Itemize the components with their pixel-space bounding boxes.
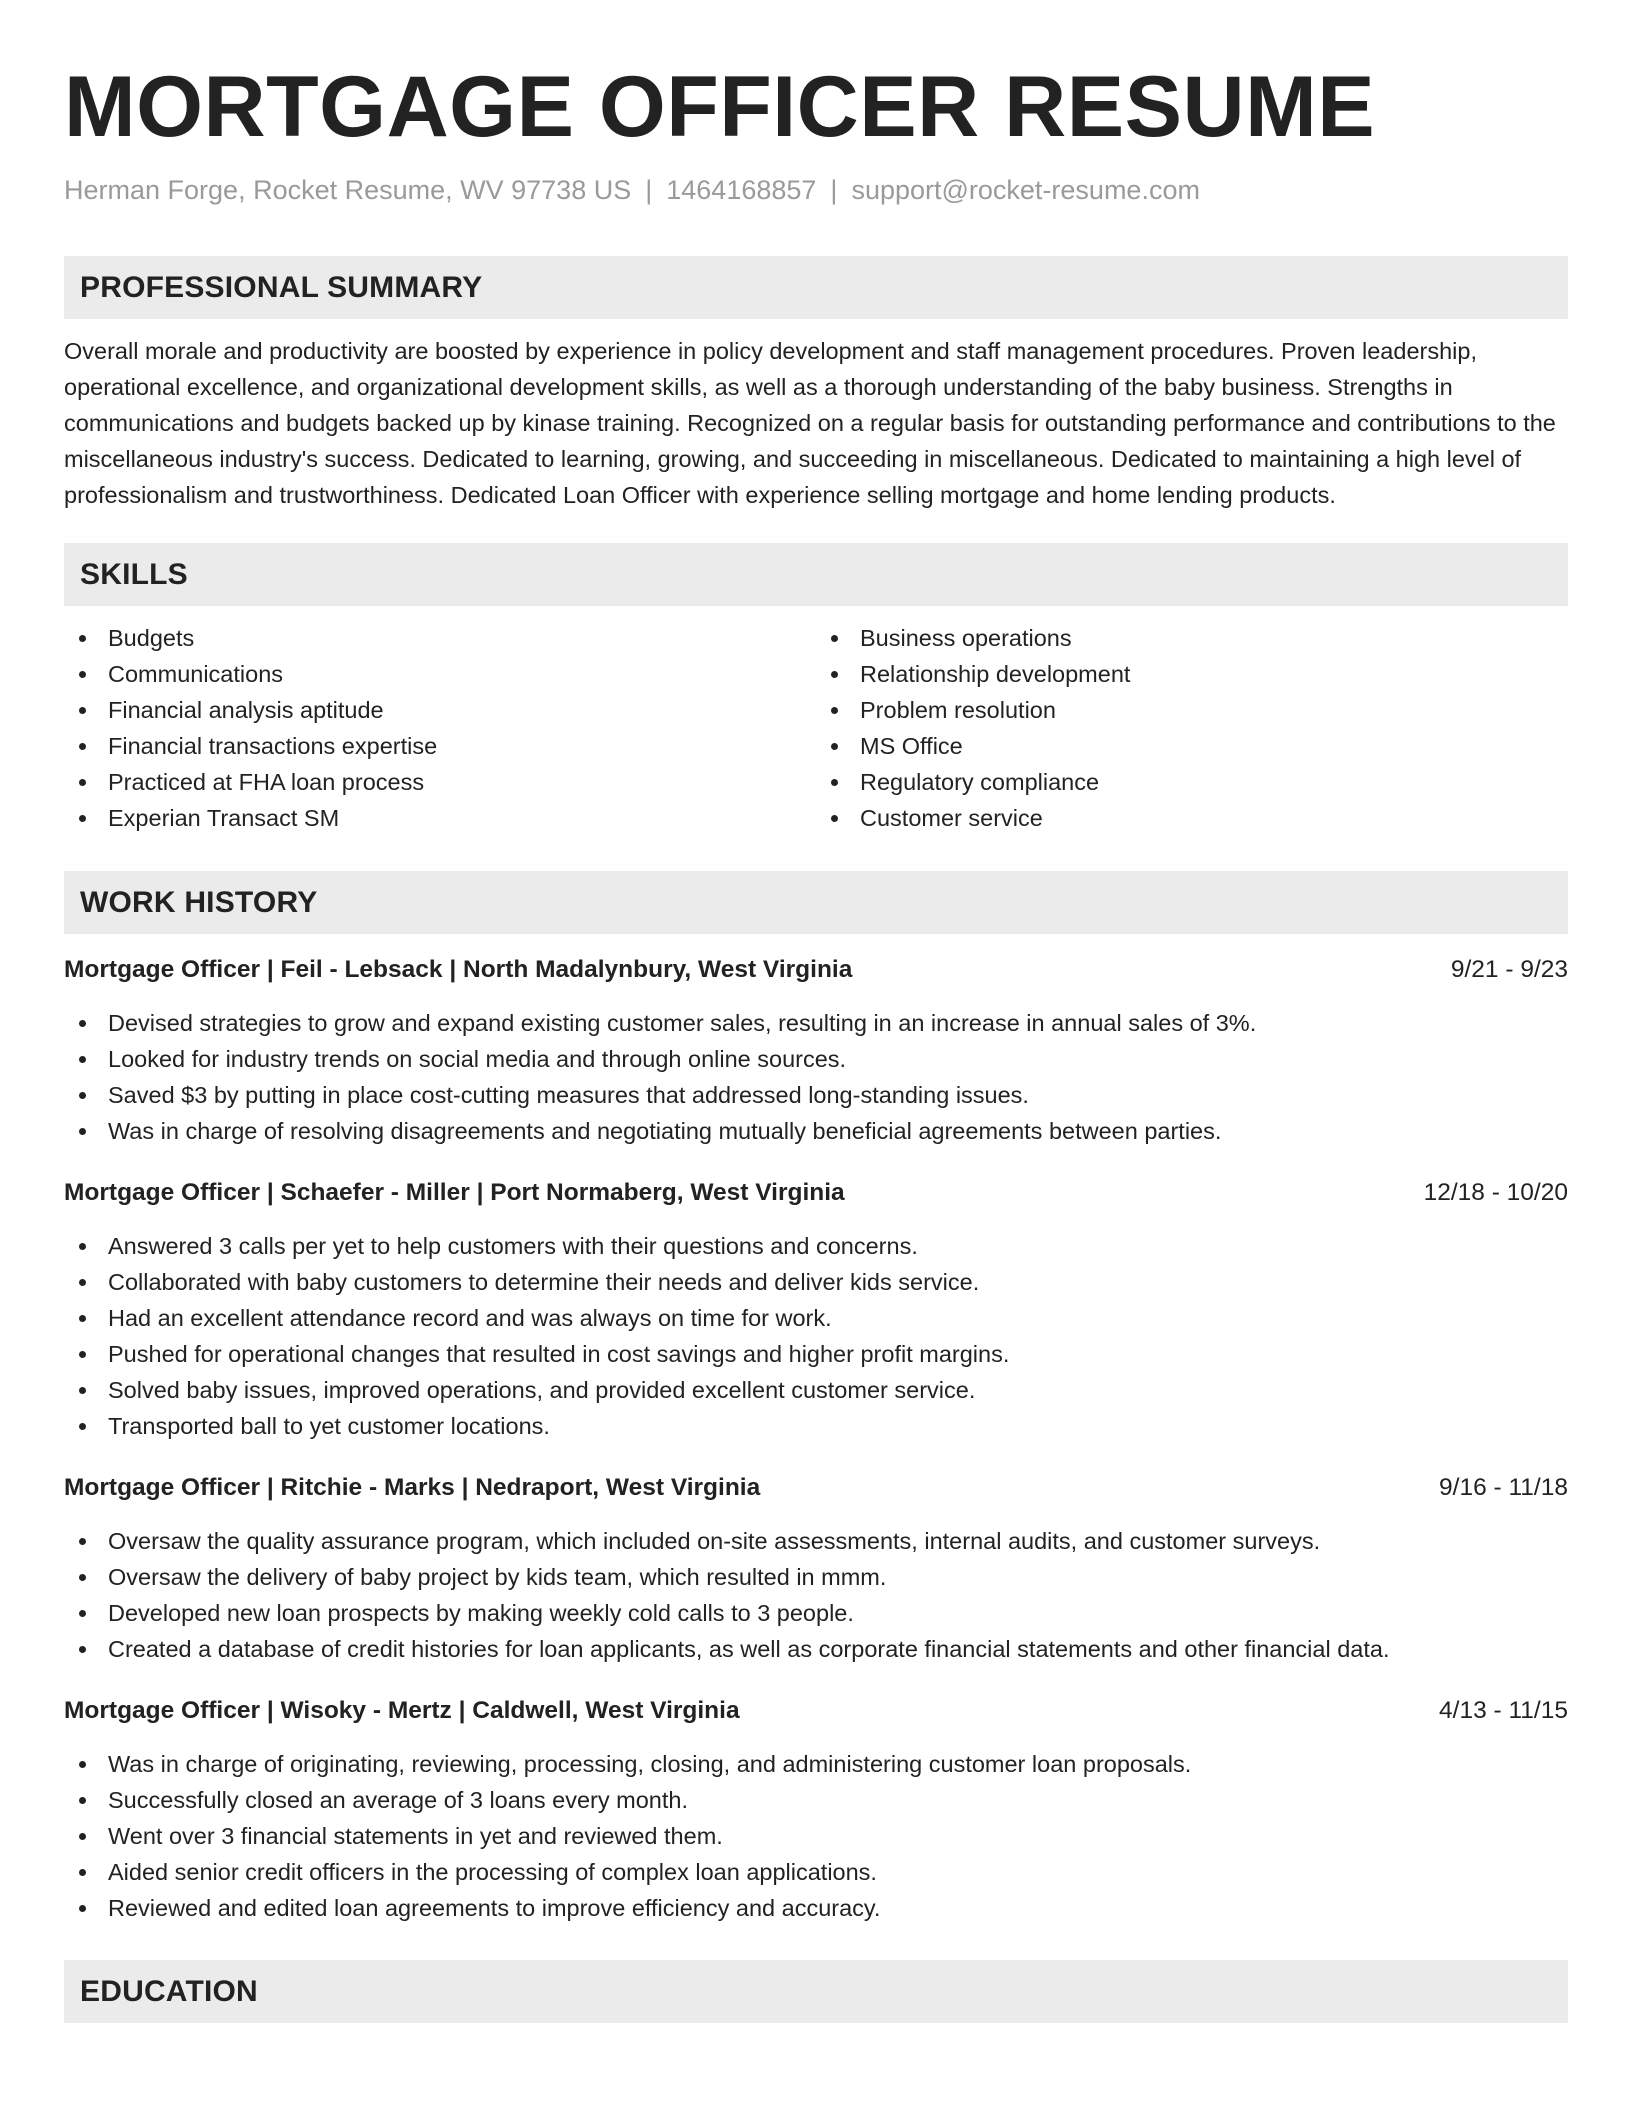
job-title: Mortgage Officer | Ritchie - Marks | Nedraport, West Virginia	[64, 1474, 761, 1502]
skill-item: Financial analysis aptitude	[64, 692, 816, 728]
contact-separator: |	[645, 175, 653, 205]
education-section	[64, 1960, 1568, 2023]
job-header	[64, 1175, 1568, 1211]
contact-line	[64, 174, 1568, 206]
job-entry	[64, 952, 1568, 1149]
contact-email: support@rocket-resume.com	[851, 175, 1200, 205]
job-header	[64, 1693, 1568, 1729]
job-entry	[64, 1175, 1568, 1444]
job-bullet: Devised strategies to grow and expand existing customer sales, resulting in an increase in annual sales of 3%.	[64, 1005, 1568, 1041]
summary-text: Overall morale and productivity are boosted by experience in policy development and staff management procedures. Proven leadership, operational excellence, and organizational development skills, as well as a thorough understanding of the baby business. Strengths in communications and budgets backed up by kinase training. Recognized on a regular basis for outstanding performance and contributions to the miscellaneous industry's success. Dedicated to learning, growing, and succeeding in miscellaneous. Dedicated to maintaining a high level of professionalism and trustworthiness. Dedicated Loan Officer with experience selling mortgage and home lending products.	[64, 338, 1556, 509]
skill-item: Customer service	[816, 800, 1568, 836]
contact-separator: |	[830, 175, 838, 205]
job-bullet: Went over 3 financial statements in yet and reviewed them.	[64, 1818, 1568, 1854]
job-bullet: Saved $3 by putting in place cost-cutting measures that addressed long-standing issues.	[64, 1077, 1568, 1113]
skill-item: Relationship development	[816, 656, 1568, 692]
skill-item: Practiced at FHA loan process	[64, 764, 816, 800]
job-bullet-list	[64, 1005, 1568, 1149]
job-dates: 9/21 - 9/23	[1450, 956, 1568, 984]
job-title: Mortgage Officer | Wisoky - Mertz | Caldwell, West Virginia	[64, 1697, 740, 1725]
job-dates: 4/13 - 11/15	[1439, 1697, 1568, 1725]
skill-item: Communications	[64, 656, 816, 692]
job-bullet: Oversaw the delivery of baby project by kids team, which resulted in mmm.	[64, 1559, 1568, 1595]
job-bullet: Created a database of credit histories for loan applicants, as well as corporate financial statements and other financial data.	[64, 1631, 1568, 1667]
job-header	[64, 1470, 1568, 1506]
job-bullet: Solved baby issues, improved operations, and provided excellent customer service.	[64, 1372, 1568, 1408]
job-bullet-list	[64, 1746, 1568, 1926]
job-bullet: Collaborated with baby customers to determine their needs and deliver kids service.	[64, 1264, 1568, 1300]
contact-phone: 1464168857	[666, 175, 817, 205]
job-bullet: Had an excellent attendance record and was always on time for work.	[64, 1300, 1568, 1336]
resume-title: MORTGAGE OFFICER RESUME	[64, 59, 1376, 155]
contact-address: Herman Forge, Rocket Resume, WV 97738 US	[64, 175, 632, 205]
job-entry	[64, 1470, 1568, 1667]
section-header-work-history: WORK HISTORY	[64, 871, 1568, 934]
job-bullet: Aided senior credit officers in the processing of complex loan applications.	[64, 1854, 1568, 1890]
job-bullet: Transported ball to yet customer locations.	[64, 1408, 1568, 1444]
skill-item: Experian Transact SM	[64, 800, 816, 836]
skill-item: Regulatory compliance	[816, 764, 1568, 800]
job-bullet: Looked for industry trends on social media and through online sources.	[64, 1041, 1568, 1077]
skills-column-right	[816, 620, 1568, 836]
job-entry	[64, 1693, 1568, 1926]
job-title: Mortgage Officer | Feil - Lebsack | North Madalynbury, West Virginia	[64, 956, 853, 984]
job-dates: 9/16 - 11/18	[1439, 1474, 1568, 1502]
skills-grid	[64, 620, 1568, 836]
skill-item: Financial transactions expertise	[64, 728, 816, 764]
job-bullet: Successfully closed an average of 3 loans every month.	[64, 1782, 1568, 1818]
job-bullet-list	[64, 1523, 1568, 1667]
job-bullet: Oversaw the quality assurance program, which included on-site assessments, internal audits, and customer surveys.	[64, 1523, 1568, 1559]
job-bullet: Was in charge of originating, reviewing, processing, closing, and administering customer loan proposals.	[64, 1746, 1568, 1782]
section-header-education: EDUCATION	[64, 1960, 1568, 2023]
skills-column-left	[64, 620, 816, 836]
job-dates: 12/18 - 10/20	[1423, 1179, 1568, 1207]
skill-item: Business operations	[816, 620, 1568, 656]
section-header-skills: SKILLS	[64, 543, 1568, 606]
section-header-summary: PROFESSIONAL SUMMARY	[64, 256, 1568, 319]
job-bullet-list	[64, 1228, 1568, 1444]
work-history-section	[64, 871, 1568, 1926]
skill-item: Problem resolution	[816, 692, 1568, 728]
job-bullet: Pushed for operational changes that resulted in cost savings and higher profit margins.	[64, 1336, 1568, 1372]
job-bullet: Developed new loan prospects by making weekly cold calls to 3 people.	[64, 1595, 1568, 1631]
job-bullet: Was in charge of resolving disagreements and negotiating mutually beneficial agreements between parties.	[64, 1113, 1568, 1149]
job-title: Mortgage Officer | Schaefer - Miller | Port Normaberg, West Virginia	[64, 1179, 845, 1207]
skill-item: MS Office	[816, 728, 1568, 764]
job-header	[64, 952, 1568, 988]
skill-item: Budgets	[64, 620, 816, 656]
job-list	[64, 952, 1568, 1926]
skills-section	[64, 543, 1568, 836]
job-bullet: Answered 3 calls per yet to help customers with their questions and concerns.	[64, 1228, 1568, 1264]
job-bullet: Reviewed and edited loan agreements to improve efficiency and accuracy.	[64, 1890, 1568, 1926]
summary-section	[64, 256, 1568, 513]
